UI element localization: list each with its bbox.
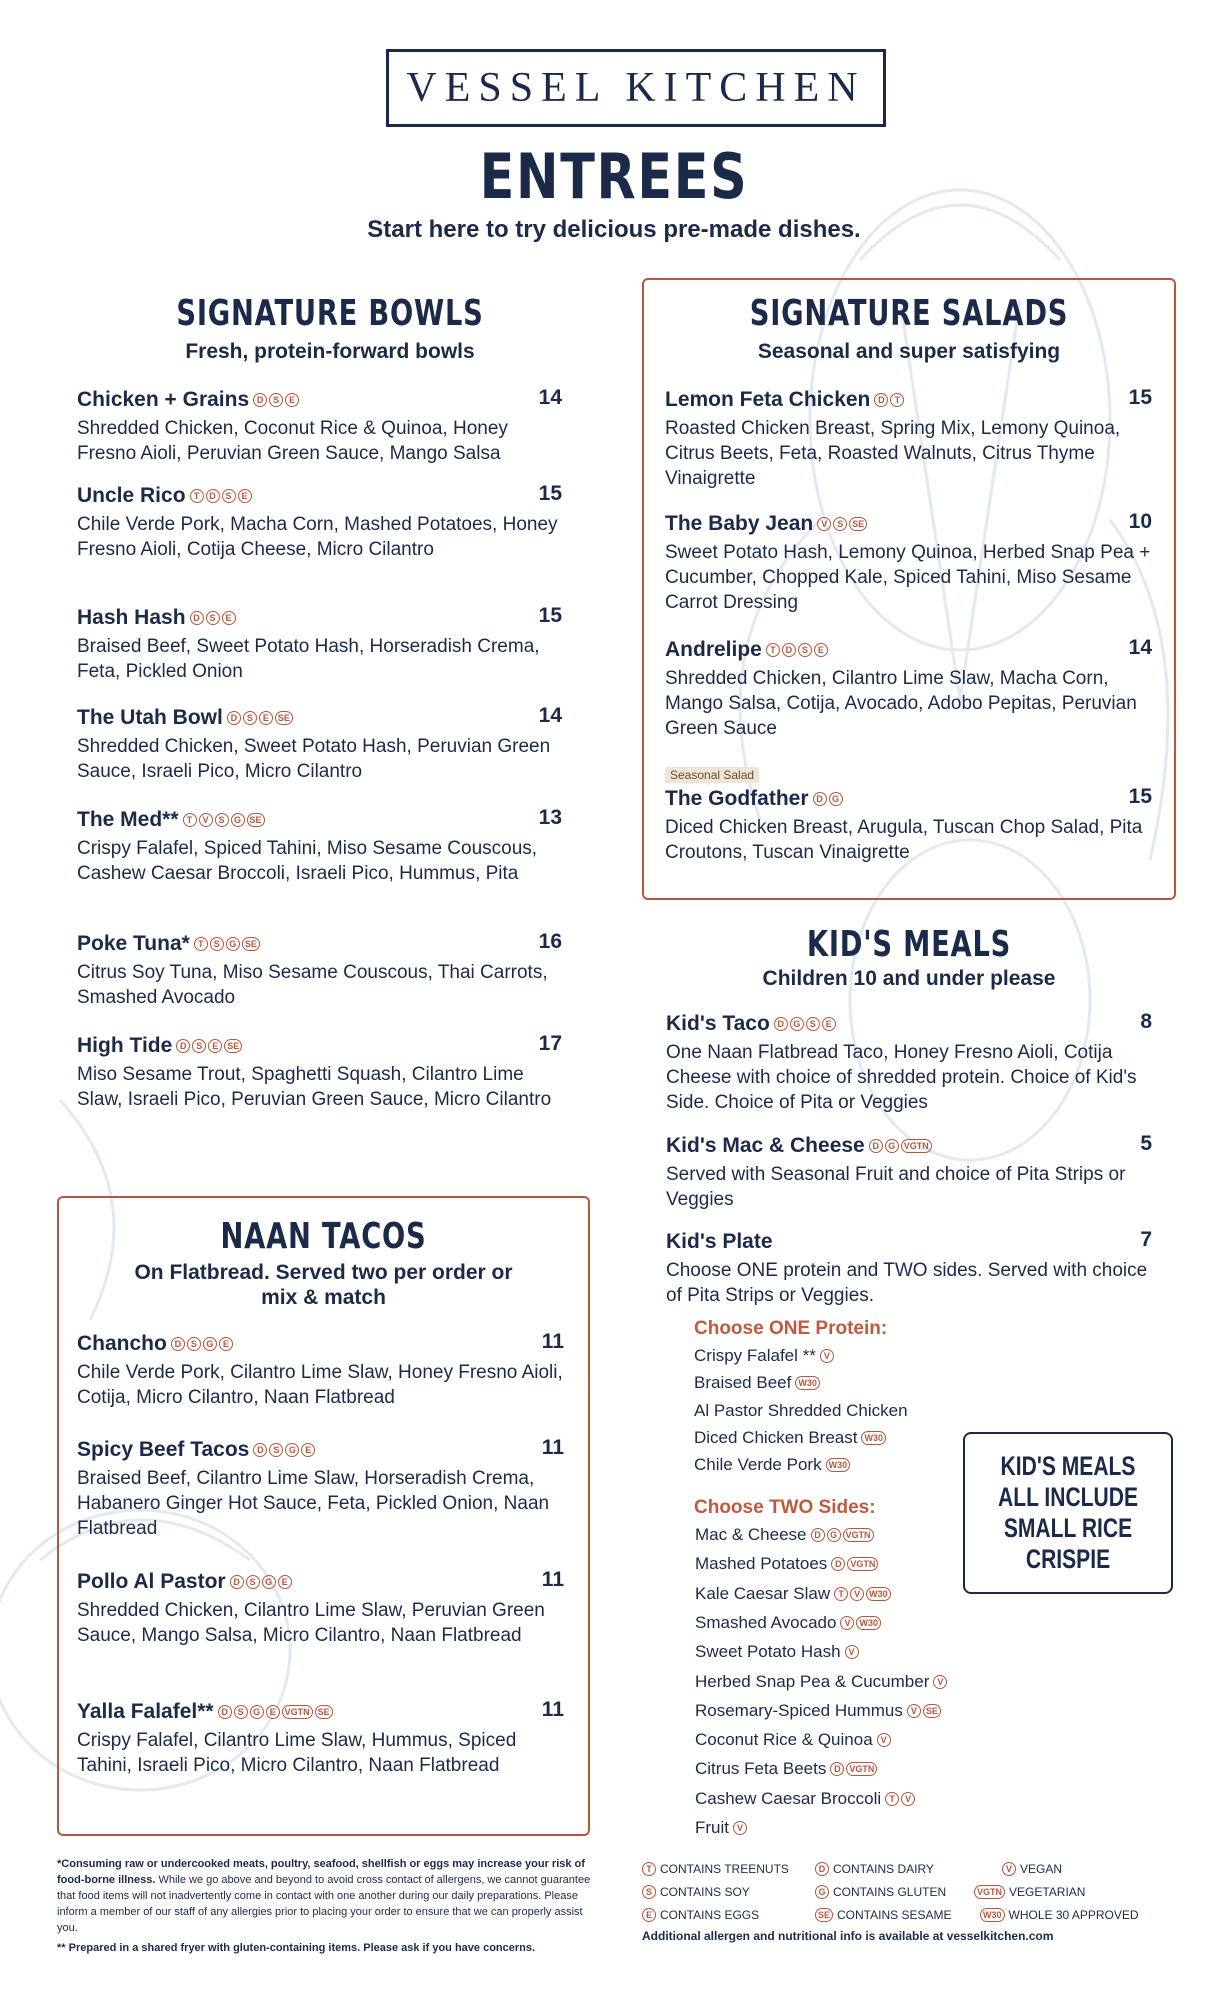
allergen-tag: V [901,1792,915,1806]
allergen-tag: VGTN [282,1705,313,1719]
legend-entry [980,1908,1139,1922]
kids-subtitle: Children 10 and under please [762,967,1056,990]
menu-item-name: Pollo Al Pastor [77,1570,226,1593]
menu-item-price: 16 [538,930,562,953]
allergen-tag: W30 [856,1616,881,1630]
menu-item-price: 7 [1140,1228,1152,1251]
menu-item-name: Lemon Feta Chicken [665,388,871,411]
allergen-tag: E [208,1039,222,1053]
menu-item-description: Shredded Chicken, Cilantro Lime Slaw, Macha Corn, Mango Salsa, Cotija, Avocado, Adobo Pepitas, Peruvian Green Sauce [665,668,1137,739]
allergen-tag: SE [242,937,260,951]
allergen-tag: T [190,489,204,503]
legend-entry [1002,1862,1062,1876]
allergen-tags [869,1139,932,1153]
legend-label: CONTAINS GLUTEN [833,1885,947,1899]
allergen-tag: S [246,1575,260,1589]
allergen-tags [253,1443,315,1457]
tacos-subtitle: On Flatbread. Served two per order or mix & match [134,1261,513,1309]
side-option [695,1818,747,1838]
menu-item-name: The Godfather [665,787,809,810]
allergen-tag: E [642,1908,656,1922]
allergen-tags [190,611,236,625]
allergen-tags [826,1458,851,1472]
menu-item-description: Choose ONE protein and TWO sides. Served with choice of Pita Strips or Veggies. [666,1260,1148,1306]
allergen-tag: G [226,937,240,951]
allergen-tags [877,1733,891,1747]
allergen-tag: VGTN [843,1528,874,1542]
allergen-tag: T [766,643,780,657]
legend-note: Additional allergen and nutritional info is available at vesselkitchen.com [642,1929,1054,1943]
menu-item-name: Kid's Plate [666,1230,773,1253]
legend-label: CONTAINS TREENUTS [660,1862,789,1876]
legend-entry [815,1908,951,1922]
menu-item-name: The Baby Jean [665,512,814,535]
allergen-tags [171,1337,233,1351]
allergen-tag: SE [849,517,867,531]
allergen-tag: T [642,1862,656,1876]
legend-entry [815,1885,946,1899]
allergen-tag: S [187,1337,201,1351]
allergen-tags [194,937,260,951]
allergen-tag: E [301,1443,315,1457]
menu-item [77,1330,564,1410]
menu-item-header [77,482,562,510]
allergen-tags [834,1587,891,1601]
menu-item-price: 15 [538,482,562,505]
menu-item-description: Crispy Falafel, Cilantro Lime Slaw, Hummus, Spiced Tahini, Israeli Pico, Micro Cilantro, Naan Flatbread [77,1730,517,1776]
allergen-tags [183,813,265,827]
allergen-tag: D [171,1337,185,1351]
menu-item-price: 11 [541,1330,564,1353]
menu-item [665,636,1152,741]
footnote-fryer: ** Prepared in a shared fryer with gluten-containing items. Please ask if you have concerns. [57,1942,536,1954]
menu-item-header [666,1010,1152,1038]
side-option [695,1672,947,1692]
allergen-tag: G [285,1443,299,1457]
option-name: Rosemary-Spiced Hummus [695,1700,903,1720]
salads-subtitle: Seasonal and super satisfying [757,340,1061,363]
menu-item-name: Chancho [77,1332,167,1355]
allergen-tags [176,1039,242,1053]
allergen-tag: SE [923,1704,941,1718]
allergen-tag: SE [315,1705,333,1719]
legend-label: CONTAINS SOY [660,1885,750,1899]
menu-item [665,386,1152,491]
menu-item [666,1228,1152,1308]
allergen-tag: W30 [861,1431,886,1445]
menu-item-price: 15 [1128,785,1152,808]
allergen-tags [840,1616,881,1630]
allergen-tags [218,1705,333,1719]
menu-item [666,1010,1152,1115]
option-name: Kale Caesar Slaw [695,1583,831,1603]
allergen-tags [190,489,252,503]
legend-entry [815,1862,934,1876]
menu-item [666,1132,1152,1212]
option-name: Mac & Cheese [695,1525,807,1544]
allergen-tag: V [199,813,213,827]
menu-item-description: Citrus Soy Tuna, Miso Sesame Couscous, Thai Carrots, Smashed Avocado [77,962,548,1008]
protein-option [694,1401,908,1421]
menu-item-description: Roasted Chicken Breast, Spring Mix, Lemony Quinoa, Citrus Beets, Feta, Roasted Walnuts, Citrus Thyme Vinaigrette [665,418,1121,489]
allergen-tags [845,1645,859,1659]
menu-item-price: 5 [1140,1132,1152,1155]
allergen-tag: SE [247,813,265,827]
allergen-tag: D [253,393,267,407]
option-name: Coconut Rice & Quinoa [695,1730,873,1750]
allergen-tag: V [907,1704,921,1718]
allergen-tag: V [850,1587,864,1601]
menu-item [77,1698,564,1778]
protein-option [694,1373,820,1393]
allergen-tag: D [830,1762,844,1776]
allergen-tag: W30 [826,1458,851,1472]
menu-item-name: Hash Hash [77,606,186,629]
kids-note: KID'S MEALS ALL INCLUDE SMALL RICE CRISPIE [963,1432,1173,1594]
allergen-tags [813,792,843,806]
allergen-tag: D [831,1557,845,1571]
menu-item-description: Diced Chicken Breast, Arugula, Tuscan Chop Salad, Pita Croutons, Tuscan Vinaigrette [665,817,1143,863]
allergen-tag: D [869,1139,883,1153]
allergen-tag: S [798,643,812,657]
side-option [695,1759,877,1779]
menu-item-price: 14 [538,704,562,727]
menu-item-name: Kid's Taco [666,1012,770,1035]
footnote [57,1856,597,1956]
legend-entry [974,1885,1085,1899]
allergen-tag: D [253,1443,267,1457]
allergen-tags [830,1762,877,1776]
allergen-tags [766,643,828,657]
allergen-tag: S [192,1039,206,1053]
allergen-tag: V [820,1349,834,1363]
menu-item [77,386,562,466]
allergen-tag: E [222,611,236,625]
menu-item [77,1568,564,1648]
allergen-tags [253,393,299,407]
menu-item-header [666,1228,1152,1256]
menu-item-name: High Tide [77,1034,173,1057]
side-option [695,1613,881,1633]
allergen-tag: VGTN [974,1885,1005,1899]
menu-item-price: 15 [538,604,562,627]
allergen-tag: G [250,1705,264,1719]
menu-item-header [666,1132,1152,1160]
menu-item-description: Sweet Potato Hash, Lemony Quinoa, Herbed Snap Pea + Cucumber, Chopped Kale, Spiced Tahini, Miso Sesame Carrot Dressing [665,542,1151,613]
allergen-tag: D [227,711,241,725]
menu-item-header [77,704,562,732]
option-name: Braised Beef [694,1373,792,1393]
menu-item-price: 8 [1140,1010,1152,1033]
allergen-tags [817,517,867,531]
allergen-tag: S [642,1885,656,1899]
allergen-tag: T [834,1587,848,1601]
allergen-tag: G [885,1139,899,1153]
side-option [695,1701,941,1721]
allergen-tag: T [183,813,197,827]
menu-item-name: Poke Tuna* [77,932,190,955]
allergen-tags [907,1704,941,1718]
menu-item-header [77,604,562,632]
protein-option [694,1428,886,1448]
menu-item-name: Yalla Falafel** [77,1700,214,1723]
page-subtitle: Start here to try delicious pre-made dishes. [367,216,861,243]
allergen-tag: G [262,1575,276,1589]
menu-item [77,930,562,1010]
allergen-tags [811,1528,874,1542]
allergen-tag: S [806,1017,820,1031]
allergen-tag: D [811,1528,825,1542]
menu-item-name: The Med** [77,808,179,831]
allergen-tag: D [782,643,796,657]
allergen-tag: D [813,792,827,806]
allergen-tag: S [210,937,224,951]
bowls-subtitle: Fresh, protein-forward bowls [185,340,475,363]
kids-title: KID'S MEALS [806,924,1012,965]
legend-label: CONTAINS EGGS [660,1908,760,1922]
menu-item-description: Braised Beef, Sweet Potato Hash, Horseradish Crema, Feta, Pickled Onion [77,636,540,682]
menu-item-header [77,1436,564,1464]
allergen-tag: E [259,711,273,725]
menu-item-header [665,510,1152,538]
menu-item-header [77,930,562,958]
menu-item [77,704,562,784]
allergen-tag: T [885,1792,899,1806]
allergen-tag: D [190,611,204,625]
option-name: Chile Verde Pork [694,1455,822,1475]
menu-item [77,482,562,562]
option-name: Smashed Avocado [695,1612,837,1632]
menu-item-header [77,806,562,834]
allergen-tag: VGTN [846,1762,877,1776]
side-option [695,1730,891,1750]
allergen-tag: S [833,517,847,531]
legend-label: VEGAN [1020,1862,1063,1876]
allergen-tag: E [285,393,299,407]
side-option [695,1642,859,1662]
menu-item-name: Andrelipe [665,638,762,661]
allergen-tag: D [218,1705,232,1719]
allergen-tag: S [234,1705,248,1719]
menu-item-price: 11 [541,1436,564,1459]
menu-item-price: 14 [538,386,562,409]
menu-item-price: 11 [541,1698,564,1721]
bowls-title: SIGNATURE BOWLS [176,293,484,334]
allergen-tag: G [815,1885,829,1899]
footnote-text: While we go above and beyond to avoid cross contact of allergens, we cannot guarantee that food items will not inadvertently come in contact with one another during our daily preparations. Please inform a member of our staff of any allergies prior to placing your order to ensure that we can properly assist you. [57,1874,591,1934]
allergen-tag: V [933,1675,947,1689]
menu-item-name: Kid's Mac & Cheese [666,1134,865,1157]
option-name: Citrus Feta Beets [695,1759,827,1779]
brand-logo: VESSEL KITCHEN [386,49,886,127]
option-name: Mashed Potatoes [695,1554,828,1574]
menu-item [77,806,562,886]
menu-item-header [77,1698,564,1726]
menu-item-description: Chile Verde Pork, Macha Corn, Mashed Potatoes, Honey Fresno Aioli, Cotija Cheese, Micro Cilantro [77,514,558,560]
allergen-tag: G [829,792,843,806]
allergen-tag: E [219,1337,233,1351]
menu-item-name: Spicy Beef Tacos [77,1438,250,1461]
allergen-tag: D [874,393,888,407]
allergen-tag: D [206,489,220,503]
side-option [695,1554,878,1574]
allergen-tag: S [243,711,257,725]
allergen-tag: G [827,1528,841,1542]
menu-item-name: Uncle Rico [77,484,186,507]
allergen-tags [885,1792,915,1806]
menu-item-price: 15 [1128,386,1152,409]
menu-item-name: Chicken + Grains [77,388,250,411]
menu-item-description: Braised Beef, Cilantro Lime Slaw, Horseradish Crema, Habanero Ginger Hot Sauce, Feta, Pickled Onion, Naan Flatbread [77,1468,550,1539]
allergen-tag: D [176,1039,190,1053]
allergen-tag: T [194,937,208,951]
allergen-tag: E [266,1705,280,1719]
allergen-tag: V [840,1616,854,1630]
allergen-tags [820,1349,834,1363]
allergen-tag: W30 [795,1376,820,1390]
allergen-tag: E [278,1575,292,1589]
allergen-tag: VGTN [847,1557,878,1571]
allergen-tag: G [790,1017,804,1031]
side-option [695,1584,891,1604]
salads-title: SIGNATURE SALADS [749,293,1069,334]
page-title: ENTREES [479,140,749,213]
menu-item-header [77,1330,564,1358]
legend-label: CONTAINS DAIRY [833,1862,934,1876]
side-option [695,1789,915,1809]
legend-entry [642,1862,789,1876]
side-option [695,1525,874,1545]
menu-item-description: Miso Sesame Trout, Spaghetti Squash, Cilantro Lime Slaw, Israeli Pico, Peruvian Green Sauce, Micro Cilantro [77,1064,552,1110]
menu-item-description: Chile Verde Pork, Cilantro Lime Slaw, Honey Fresno Aioli, Cotija, Micro Cilantro, Naan Flatbread [77,1362,563,1408]
allergen-tag: S [269,393,283,407]
allergen-tag: D [815,1862,829,1876]
option-name: Diced Chicken Breast [694,1427,858,1447]
allergen-tags [874,393,904,407]
protein-option [694,1455,850,1475]
allergen-tag: VGTN [901,1139,932,1153]
option-name: Al Pastor Shredded Chicken [694,1400,908,1420]
menu-item-description: Served with Seasonal Fruit and choice of Pita Strips or Veggies [666,1164,1126,1210]
menu-item-header [665,785,1152,813]
allergen-tag: SE [275,711,293,725]
allergen-tags [733,1821,747,1835]
menu-item [665,766,1152,865]
menu-item-description: One Naan Flatbread Taco, Honey Fresno Aioli, Cotija Cheese with choice of shredded protein. Choice of Kid's Side. Choice of Pita or Veggies [666,1042,1137,1113]
menu-item [77,1436,564,1541]
menu-item-header [77,1032,562,1060]
seasonal-badge: Seasonal Salad [665,767,759,783]
allergen-tags [230,1575,292,1589]
menu-item-price: 11 [541,1568,564,1591]
menu-item-description: Crispy Falafel, Spiced Tahini, Miso Sesame Couscous, Cashew Caesar Broccoli, Israeli Pico, Hummus, Pita [77,838,538,884]
allergen-tags [933,1675,947,1689]
allergen-tag: D [230,1575,244,1589]
allergen-tag: V [817,517,831,531]
option-name: Cashew Caesar Broccoli [695,1788,882,1808]
menu-item [77,604,562,684]
menu-item-price: 13 [538,806,562,829]
menu-item-description: Shredded Chicken, Coconut Rice & Quinoa, Honey Fresno Aioli, Peruvian Green Sauce, Mango Salsa [77,418,508,464]
allergen-tag: E [238,489,252,503]
menu-item [77,1032,562,1112]
menu-item-description: Shredded Chicken, Sweet Potato Hash, Peruvian Green Sauce, Israeli Pico, Micro Cilantro [77,736,551,782]
menu-item-header [77,386,562,414]
protein-option [694,1346,834,1366]
sides-title: Choose TWO Sides: [694,1497,876,1518]
protein-title: Choose ONE Protein: [694,1318,888,1339]
menu-item-description: Shredded Chicken, Cilantro Lime Slaw, Peruvian Green Sauce, Mango Salsa, Micro Cilantro, Naan Flatbread [77,1600,545,1646]
legend-entry [642,1908,759,1922]
tacos-title: NAAN TACOS [220,1216,427,1257]
legend-label: VEGETARIAN [1009,1885,1086,1899]
menu-item-price: 14 [1128,636,1152,659]
option-name: Fruit [695,1818,729,1837]
allergen-tag: T [890,393,904,407]
allergen-tag: SE [815,1908,833,1922]
menu-item [665,510,1152,615]
allergen-tag: E [814,643,828,657]
allergen-tag: G [231,813,245,827]
allergen-tag: D [774,1017,788,1031]
allergen-tag: V [733,1821,747,1835]
menu-item-header [665,386,1152,414]
allergen-tag: SE [224,1039,242,1053]
allergen-tag: V [877,1733,891,1747]
legend-label: WHOLE 30 APPROVED [1008,1908,1139,1922]
menu-item-name: The Utah Bowl [77,706,223,729]
allergen-tags [831,1557,878,1571]
allergen-tags [774,1017,836,1031]
allergen-tags [861,1431,886,1445]
option-name: Herbed Snap Pea & Cucumber [695,1671,930,1691]
allergen-tag: G [203,1337,217,1351]
legend-label: CONTAINS SESAME [837,1908,952,1922]
legend-entry [642,1885,750,1899]
allergen-tag: S [269,1443,283,1457]
menu-item-header [77,1568,564,1596]
allergen-tag: V [1002,1862,1016,1876]
option-name: Crispy Falafel ** [694,1346,816,1365]
allergen-tag: E [822,1017,836,1031]
allergen-tag: S [222,489,236,503]
menu-item-price: 17 [538,1032,562,1055]
allergen-tag: S [206,611,220,625]
allergen-tag: V [845,1645,859,1659]
footnote-warning: *Consuming raw or undercooked meats, poultry, seafood, shellfish or eggs may increase your risk of food-borne illness. [57,1858,585,1886]
allergen-tag: W30 [980,1908,1005,1922]
allergen-tags [227,711,293,725]
menu-item-price: 10 [1128,510,1152,533]
allergen-tags [795,1376,820,1390]
allergen-tag: S [215,813,229,827]
option-name: Sweet Potato Hash [695,1642,841,1662]
allergen-tag: W30 [866,1587,891,1601]
menu-item-header [665,636,1152,664]
